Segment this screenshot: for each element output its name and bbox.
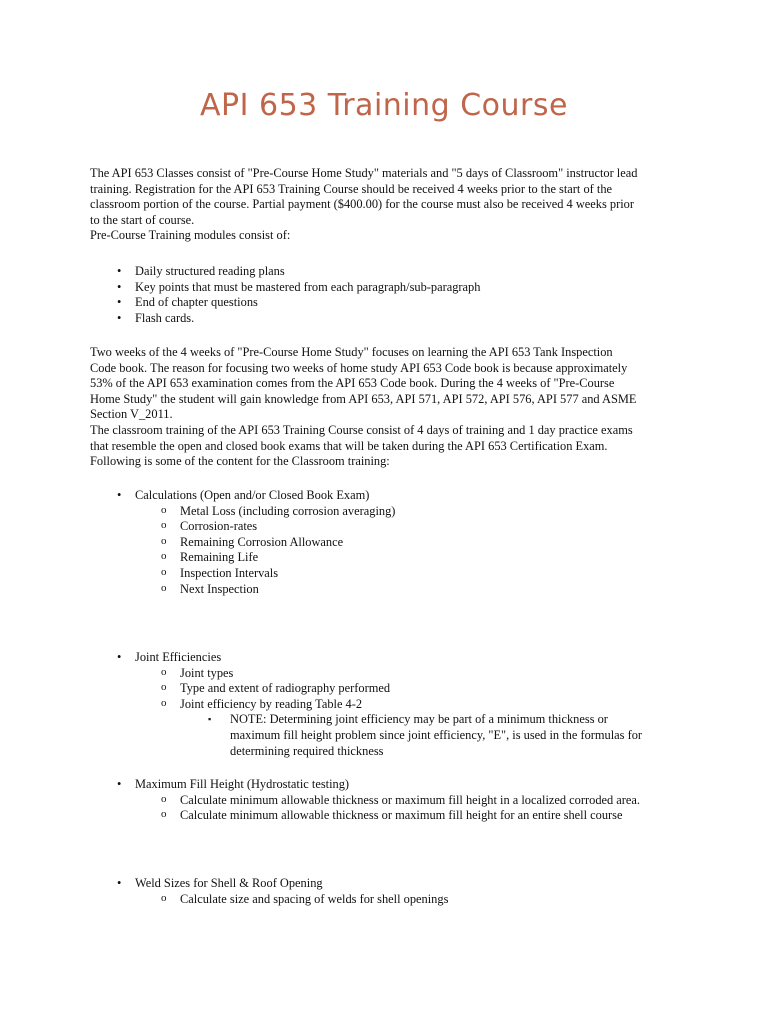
study-paragraph: [90, 345, 690, 470]
modules-list: [90, 264, 690, 326]
intro-line: The API 653 Classes consist of "Pre-Course Home Study" materials and "5 days of Classroom" instructor lead: [90, 166, 638, 180]
note-line: ▪ NOTE: Determining joint efficiency may be part of a minimum thickness or: [230, 712, 608, 727]
intro-line: to the start of course.: [90, 212, 195, 227]
section-label: Calculations (Open and/or Closed Book Exam): [135, 488, 370, 502]
study-line: Code book. The reason for focusing two weeks of home study API 653 Code book is because approximately: [90, 360, 628, 375]
note-line: determining required thickness: [230, 743, 384, 758]
section-label: Joint Efficiencies: [135, 650, 222, 664]
sub-list-item: o Calculate size and spacing of welds for shell openings: [90, 892, 690, 908]
sub-list-item: o Remaining Corrosion Allowance: [90, 535, 690, 551]
sub-list-item: o Metal Loss (including corrosion averaging): [90, 504, 690, 520]
list-item: [90, 777, 690, 793]
sub-list-item: o Joint efficiency by reading Table 4-2: [90, 697, 690, 713]
note-item: [90, 712, 690, 759]
study-line: that resemble the open and closed book exams that will be taken during the API 653 Certification Exam.: [90, 438, 608, 453]
section-label: Weld Sizes for Shell & Roof Opening: [135, 876, 323, 890]
list-item: • Key points that must be mastered from each paragraph/sub-paragraph: [90, 280, 690, 296]
study-line: 53% of the API 653 examination comes from the API 653 Code book. During the 4 weeks of "Pre-Course: [90, 376, 615, 391]
list-item: • End of chapter questions: [90, 295, 690, 311]
page-title: API 653 Training Course: [200, 88, 568, 123]
study-line: The classroom training of the API 653 Training Course consist of 4 days of training and 1 day practice exams: [90, 422, 633, 437]
study-line: Following is some of the content for the Classroom training:: [90, 454, 390, 469]
study-line: Two weeks of the 4 weeks of "Pre-Course Home Study" focuses on learning the API 653 Tank Inspection: [90, 345, 613, 359]
intro-line: training. Registration for the API 653 Training Course should be received 4 weeks prior to the start of the: [90, 181, 613, 196]
list-item: • Flash cards.: [90, 311, 690, 327]
intro-paragraph: [90, 166, 690, 244]
sub-list-item: o Remaining Life: [90, 550, 690, 566]
sub-list-item: o Next Inspection: [90, 582, 690, 598]
sub-list-item: o Joint types: [90, 666, 690, 682]
weld-section: [90, 876, 690, 907]
list-item: [90, 488, 690, 504]
sub-list-item: o Inspection Intervals: [90, 566, 690, 582]
sub-list-item: o Type and extent of radiography performed: [90, 681, 690, 697]
note-line: maximum fill height problem since joint efficiency, "E", is used in the formulas for: [230, 727, 643, 742]
list-item: [90, 650, 690, 666]
study-line: Section V_2011.: [90, 407, 173, 422]
sub-list-item: o Corrosion-rates: [90, 519, 690, 535]
study-line: Home Study" the student will gain knowledge from API 653, API 571, API 572, API 576, API 577 and ASME: [90, 391, 637, 406]
list-item: • Daily structured reading plans: [90, 264, 690, 280]
calculations-section: [90, 488, 690, 597]
section-label: Maximum Fill Height (Hydrostatic testing): [135, 777, 350, 791]
joint-section: [90, 650, 690, 759]
list-item: [90, 876, 690, 892]
intro-line: classroom portion of the course. Partial payment ($400.00) for the course must also be received 4 weeks prior: [90, 197, 634, 212]
intro-line: Pre-Course Training modules consist of:: [90, 228, 291, 243]
sub-list-item: o Calculate minimum allowable thickness or maximum fill height in a localized corroded area.: [90, 793, 690, 809]
fill-section: [90, 777, 690, 824]
sub-list-item: o Calculate minimum allowable thickness or maximum fill height for an entire shell course: [90, 808, 690, 824]
